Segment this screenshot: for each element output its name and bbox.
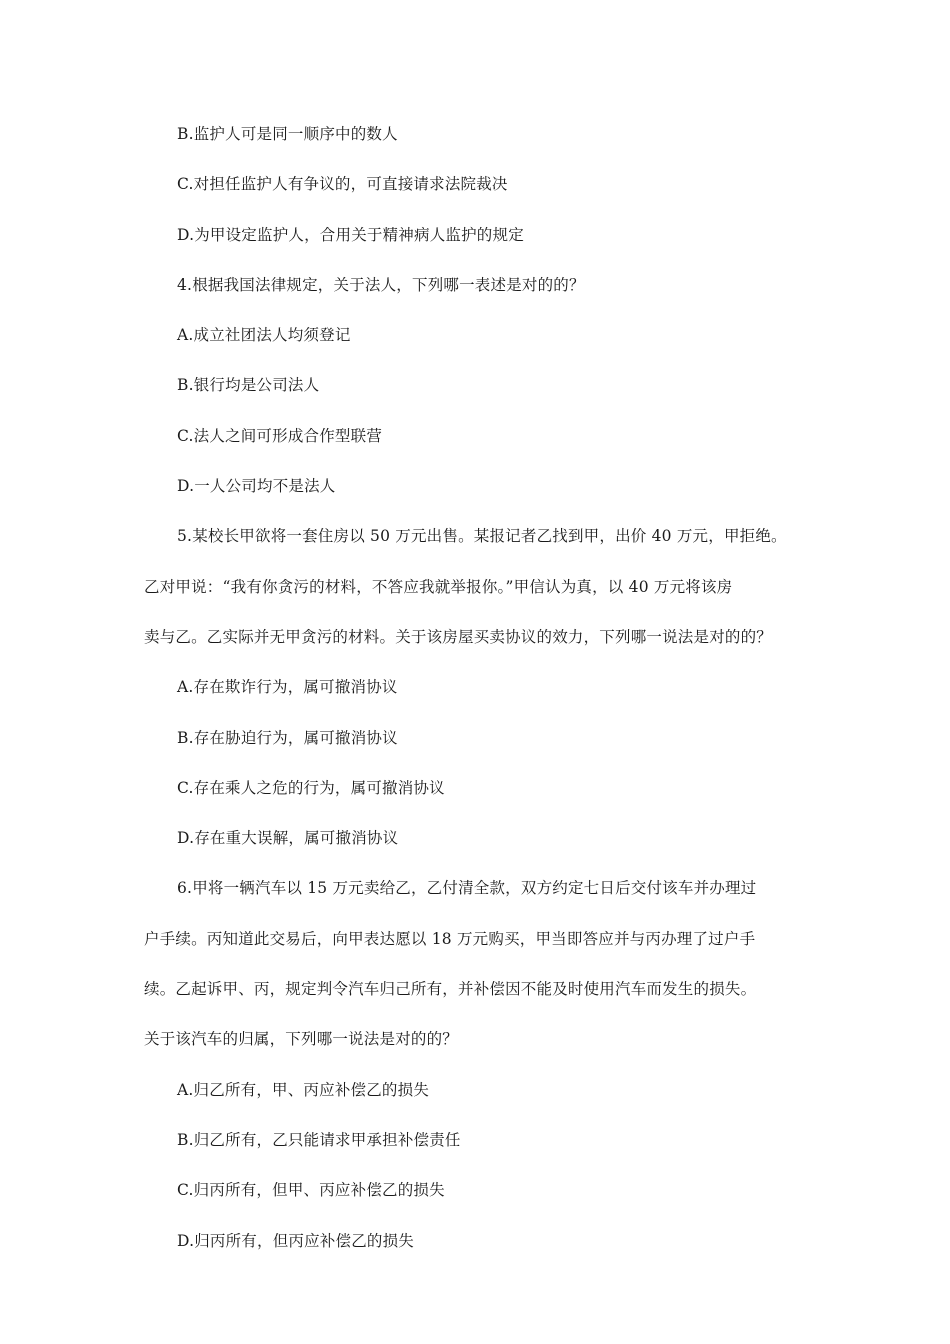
q5-stem-line: 卖与乙。乙实际并无甲贪污的材料。关于该房屋买卖协议的效力，下列哪一说法是对的的？: [144, 627, 773, 646]
q6-option-b: B.归乙所有，乙只能请求甲承担补偿责任: [177, 1130, 461, 1149]
q6-option-c: C.归丙所有，但甲、丙应补偿乙的损失: [177, 1181, 445, 1200]
q3-option-b: B.监护人可是同一顺序中的数人: [177, 125, 398, 143]
q6-stem-line: 关于该汽车的归属，下列哪一说法是对的的？: [144, 1030, 459, 1049]
q4-option-d: D.一人公司均不是法人: [177, 477, 336, 496]
q4-stem: 4.根据我国法律规定，关于法人，下列哪一表述是对的的？: [177, 275, 585, 294]
q6-stem-line: 续。乙起诉甲、丙，规定判令汽车归己所有，并补偿因不能及时使用汽车而发生的损失。: [144, 980, 757, 999]
q5-stem-line: 乙对甲说：“我有你贪污的材料，不答应我就举报你。”甲信认为真，以 40 万元将该房: [144, 577, 733, 596]
q4-option-b: B.银行均是公司法人: [177, 376, 320, 395]
page-content: [144, 118, 814, 1275]
q3-option-d: D.为甲设定监护人，合用关于精神病人监护的规定: [177, 225, 524, 244]
q5-stem: [144, 520, 814, 654]
q6-stem-line: 6.甲将一辆汽车以 15 万元卖给乙，乙付清全款，双方约定七日后交付该车并办理过: [177, 879, 757, 898]
q6-option-a: A.归乙所有，甲、丙应补偿乙的损失: [177, 1080, 430, 1099]
q5-option-a: A.存在欺诈行为，属可撤消协议: [177, 678, 398, 697]
q6-stem-line: 户手续。丙知道此交易后，向甲表达愿以 18 万元购买，甲当即答应并与丙办理了过户手: [144, 929, 756, 948]
q6-option-d: D.归丙所有，但丙应补偿乙的损失: [177, 1231, 415, 1250]
q4-option-c: C.法人之间可形成合作型联营: [177, 426, 383, 445]
q3-option-c: C.对担任监护人有争议的，可直接请求法院裁决: [177, 175, 508, 194]
q5-option-c: C.存在乘人之危的行为，属可撤消协议: [177, 778, 445, 797]
q5-option-b: B.存在胁迫行为，属可撤消协议: [177, 728, 398, 747]
q6-stem: [144, 872, 814, 1056]
q5-option-d: D.存在重大误解，属可撤消协议: [177, 829, 399, 848]
q4-option-a: A.成立社团法人均须登记: [177, 326, 351, 345]
q5-stem-line: 5.某校长甲欲将一套住房以 50 万元出售。某报记者乙找到甲，出价 40 万元，甲拒绝。: [177, 527, 787, 546]
